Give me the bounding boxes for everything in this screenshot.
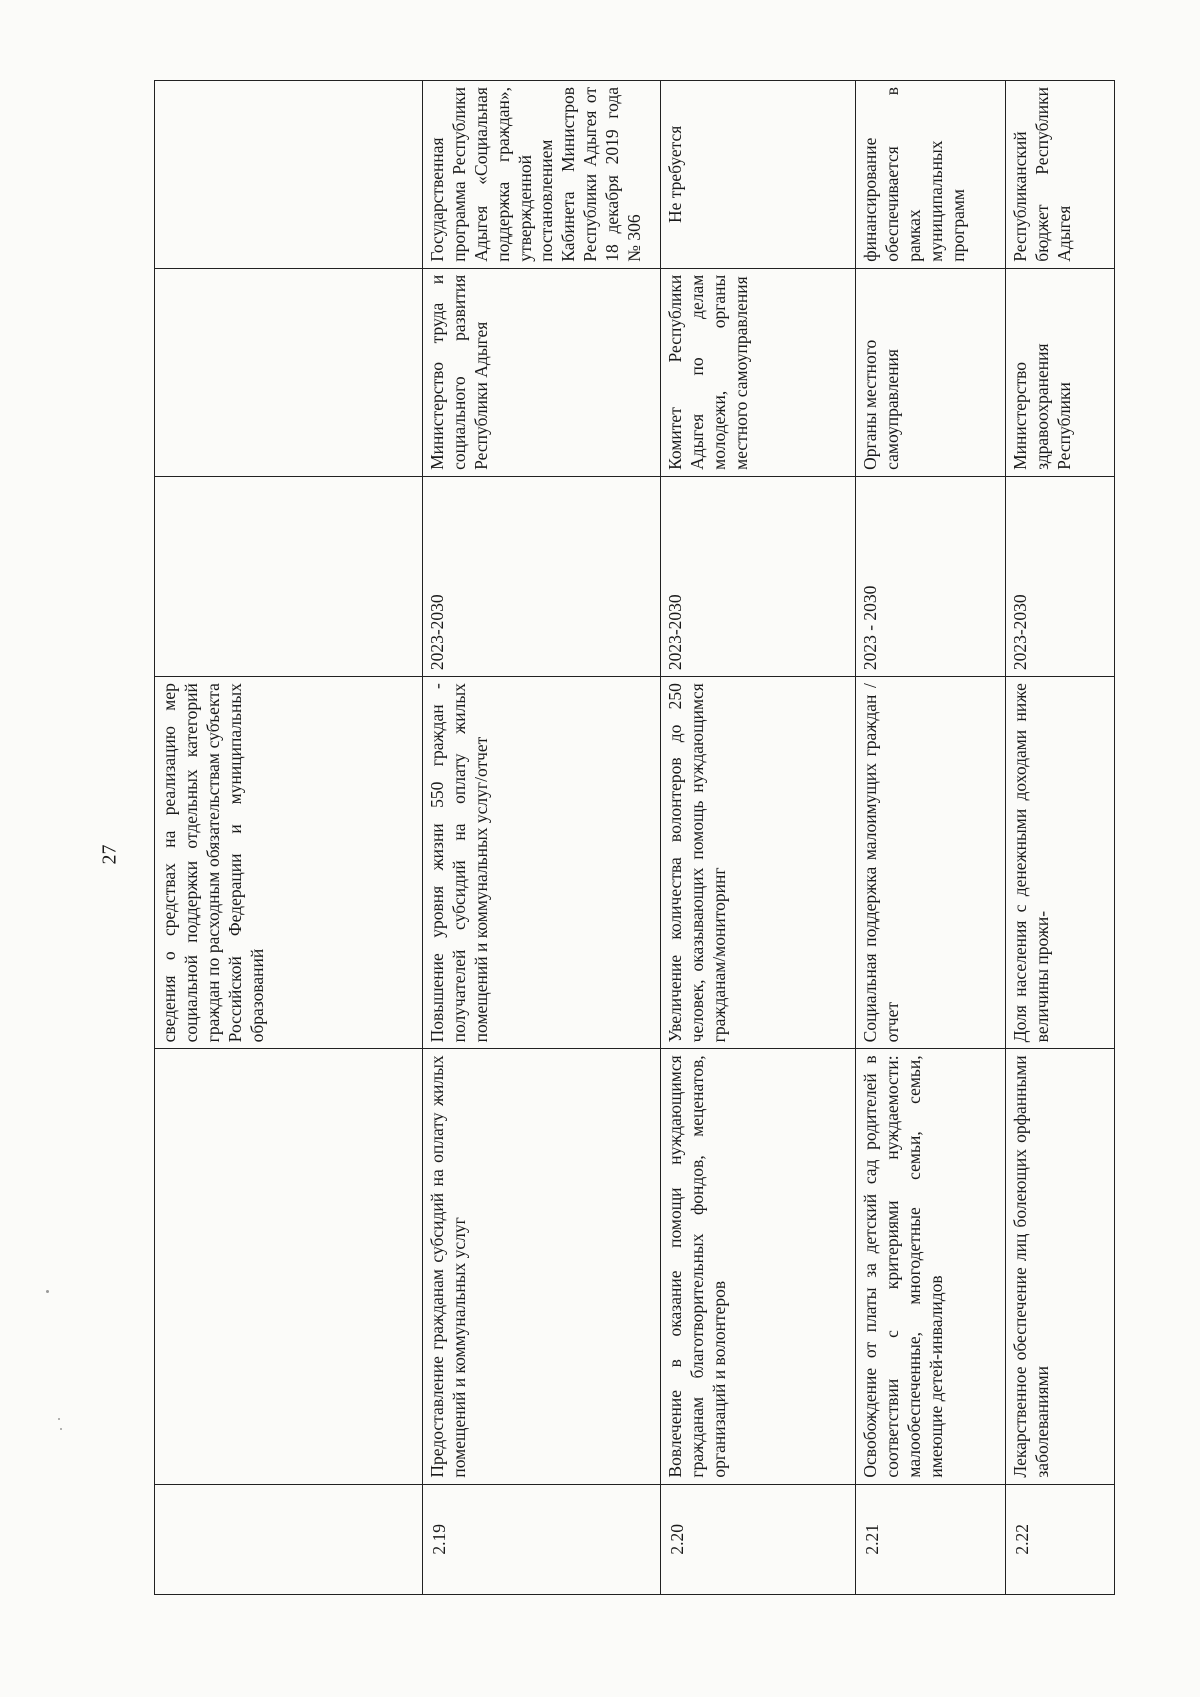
measure-cell: [155, 1049, 423, 1484]
period-cell: 2023-2030: [661, 476, 856, 676]
source-cell: Республиканский бюджет Республики Адыгея: [1006, 81, 1115, 269]
page-number: 27: [98, 844, 121, 865]
result-cell: сведения о средствах на реализацию мер социальной поддержки отдельных категорий граждан по расходным обязательствам субъекта Российской Федерации и муниципальных образований: [155, 677, 423, 1049]
period-cell: [155, 476, 423, 676]
row-number-cell: 2.19: [423, 1484, 661, 1594]
scan-speck: [46, 1290, 49, 1293]
source-cell: [155, 81, 423, 269]
executor-cell: Министерство здравоохранения Республики: [1006, 268, 1115, 476]
row-number-cell: [155, 1484, 423, 1594]
row-number-cell: 2.21: [856, 1484, 1006, 1594]
scan-speck: [60, 1428, 62, 1430]
executor-cell: [155, 268, 423, 476]
source-cell: финансирование обеспечивается в рамках муниципальных программ: [856, 81, 1006, 269]
period-cell: 2023-2030: [423, 476, 661, 676]
result-cell: Доля населения с денежными доходами ниже величины прожи-: [1006, 677, 1115, 1049]
result-cell: Повышение уровня жизни 550 граждан - получателей субсидий на оплату жилых помещений и коммунальных услуг/отчет: [423, 677, 661, 1049]
table-row: [155, 81, 423, 1595]
measure-cell: Вовлечение в оказание помощи нуждающимся гражданам благотворительных фондов, меценатов, организаций и волонтеров: [661, 1049, 856, 1484]
measure-cell: Лекарственное обеспечение лиц болеющих орфанными заболеваниями: [1006, 1049, 1115, 1484]
table-row: [856, 81, 1006, 1595]
executor-cell: Комитет Республики Адыгея по делам молодежи, органы местного самоуправления: [661, 268, 856, 476]
source-cell: Государственная программа Республики Адыгея «Социальная поддержка граждан», утвержденной постановлением Кабинета Министров Республики Адыгея от 18 декабря 2019 года № 306: [423, 81, 661, 269]
measures-table: [154, 80, 1115, 1595]
table-row: [1006, 81, 1115, 1595]
result-cell: Социальная поддержка малоимущих граждан /отчет: [856, 677, 1006, 1049]
row-number-cell: 2.22: [1006, 1484, 1115, 1594]
measure-cell: Освобождение от платы за детский сад родителей в соответствии с критериями нуждаемости: малообеспеченные, многодетные семьи, семьи, имеющие детей-инвалидов: [856, 1049, 1006, 1484]
result-cell: Увеличение количества волонтеров до 250 человек, оказывающих помощь нуждающимся гражданам/мониторинг: [661, 677, 856, 1049]
period-cell: 2023-2030: [1006, 476, 1115, 676]
period-cell: 2023 - 2030: [856, 476, 1006, 676]
executor-cell: Органы местного самоуправления: [856, 268, 1006, 476]
scan-speck: [58, 1418, 60, 1420]
table-row: [661, 81, 856, 1595]
measure-cell: Предоставление гражданам субсидий на оплату жилых помещений и коммунальных услуг: [423, 1049, 661, 1484]
measures-table-rotated: [154, 80, 1114, 1595]
executor-cell: Министерство труда и социального развития Республики Адыгея: [423, 268, 661, 476]
table-row: [423, 81, 661, 1595]
row-number-cell: 2.20: [661, 1484, 856, 1594]
source-cell: Не требуется: [661, 81, 856, 269]
